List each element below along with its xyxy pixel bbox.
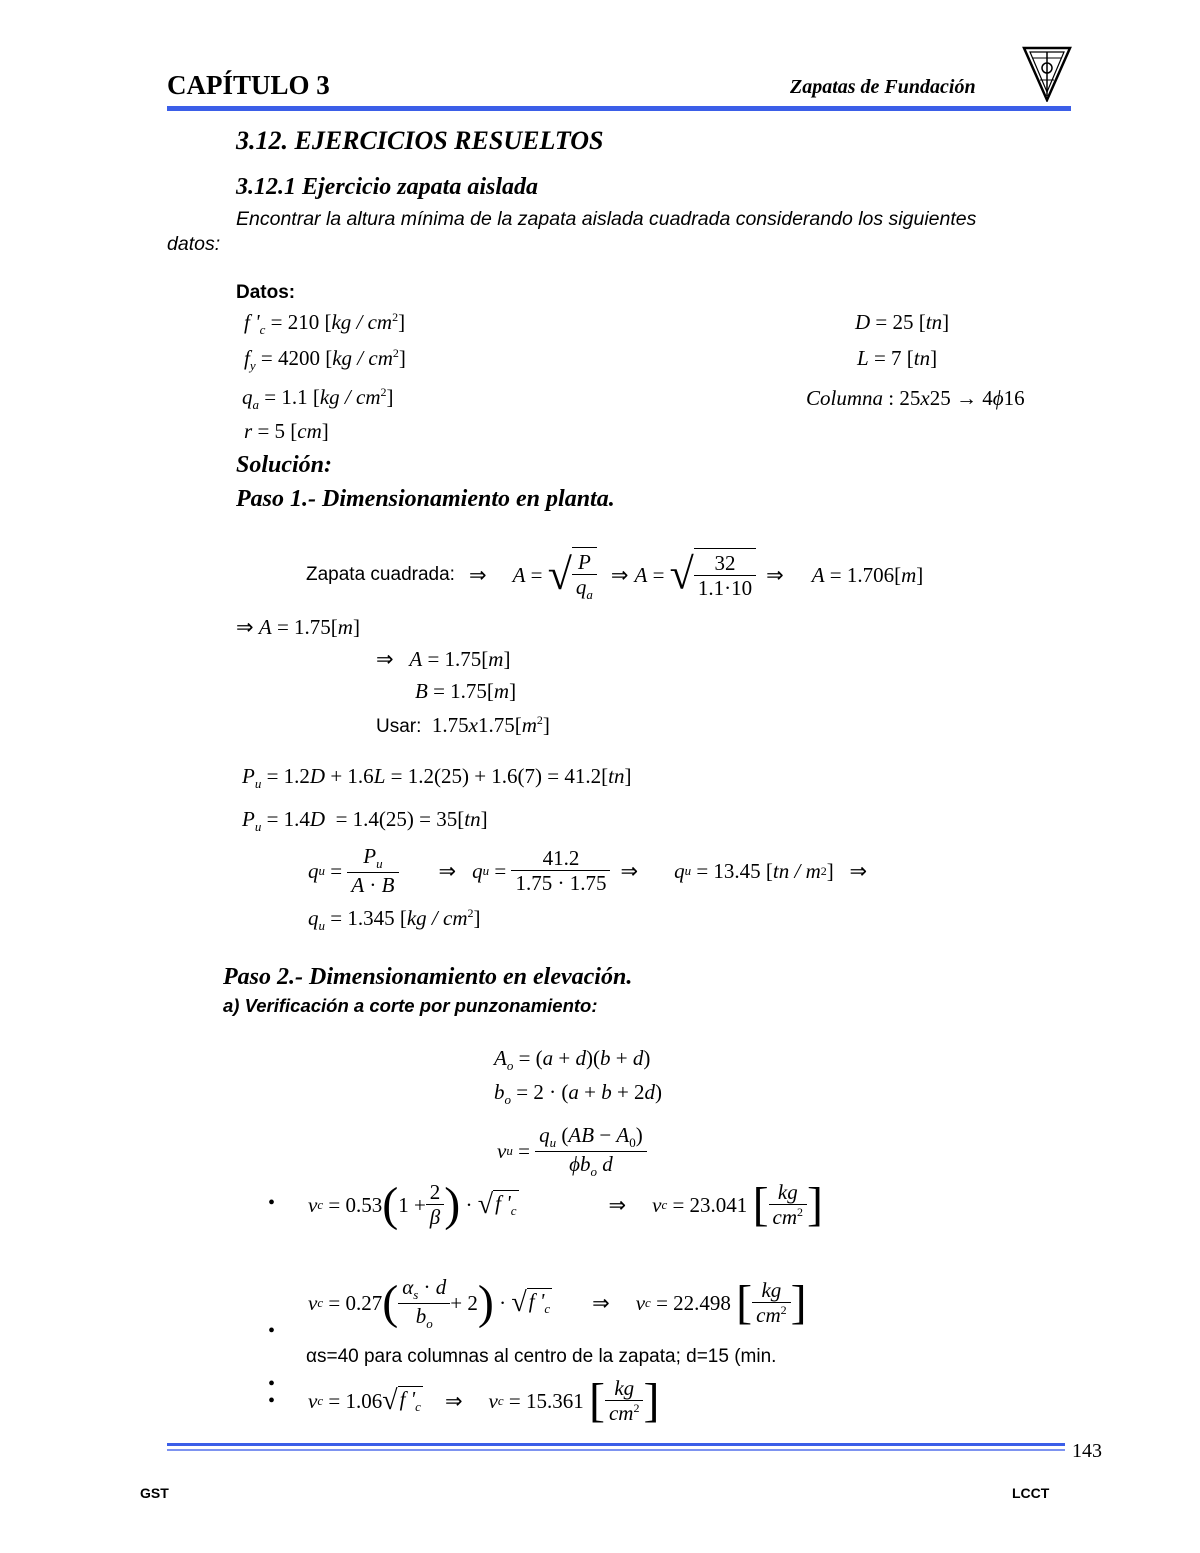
qu-equation-2: $q_u = 1.345$ $[kg / cm^2]$ xyxy=(308,906,481,934)
subsection-heading: 3.12.1 Ejercicio zapata aislada xyxy=(236,174,538,200)
footer-left: GST xyxy=(140,1485,169,1501)
dato-L: L = 7 [tn] xyxy=(857,346,938,370)
bo-equation: $b_o = 2 \cdot (a + b + 2d)$ xyxy=(494,1080,663,1108)
paso2a-heading: a) Verificación a corte por punzonamiento: xyxy=(223,995,598,1016)
dato-qa: $q_a = 1.1$ $[kg / cm^2]$ xyxy=(242,385,394,413)
datos-label: Datos: xyxy=(236,282,296,303)
chapter-title: CAPÍTULO 3 xyxy=(167,70,330,100)
footer-rule-top xyxy=(167,1443,1065,1446)
intro-text-cont: datos: xyxy=(167,233,221,255)
section-title: Zapatas de Fundación xyxy=(790,76,976,98)
header-rule xyxy=(167,106,1071,111)
dato-columna: Columna : 25x25 → 4ϕ16 xyxy=(806,386,1025,410)
solucion-heading: Solución: xyxy=(236,452,333,478)
dato-fy: $f_y = 4200$ $[kg / cm^2]$ xyxy=(244,346,406,374)
dimension-B: B = 1.75[m] xyxy=(415,679,517,703)
bullet-2: • xyxy=(268,1320,276,1342)
vc-equation-1: v c = 0.53 ( 1 + $\frac{2}{\beta}$ ) · √f '$_c$ ⇒ v c = 23.041 [ $\frac{kg}{cm^2}$ ] xyxy=(308,1178,824,1231)
intro-text: Encontrar la altura mínima de la zapata aislada cuadrada considerando los siguientes xyxy=(236,208,977,230)
paso1-heading: Paso 1.- Dimensionamiento en planta. xyxy=(236,486,615,512)
footer-right: LCCT xyxy=(1012,1485,1050,1501)
area-equation: Zapata cuadrada: ⇒ A = √ $\frac{P}{q_a}$ ⇒ A = √ $\frac{32}{1.1\cdot 10}$ ⇒ A = 1.706[ m ] xyxy=(306,540,923,610)
bullet-1: • xyxy=(268,1192,276,1214)
pu-equation-2: $P_u = 1.4D = 1.4(25) = 35[tn]$ xyxy=(242,807,488,835)
vc-equation-2: v c = 0.27 ( $\frac{\alpha_s \cdot d}{b_o}$ + 2 ) · √f '$_c$ ⇒ v c = 22.498 [ $\frac{kg}{cm^2}$ ] xyxy=(308,1274,807,1331)
area-result: ⇒ A = 1.75[m] xyxy=(236,615,360,639)
ao-equation: $A_o = (a + d)(b + d)$ xyxy=(494,1046,651,1074)
alpha-note: αs=40 para columnas al centro de la zapata; d=15 (min. xyxy=(306,1346,777,1367)
footer-rule-bottom xyxy=(167,1449,1065,1451)
bullet-3: • xyxy=(268,1373,276,1395)
dato-fc: f '$_c = 210$ $[kg / cm^2]$ xyxy=(244,310,406,338)
page-number: 143 xyxy=(1072,1440,1102,1462)
pu-equation-1: $P_u = 1.2D + 1.6L = 1.2(25) + 1.6(7) = 41.2[tn]$ xyxy=(242,764,632,792)
triangle-compass-logo-icon xyxy=(1022,46,1072,102)
dato-r: r = 5 [cm] xyxy=(244,419,329,443)
paso2-heading: Paso 2.- Dimensionamiento en elevación. xyxy=(223,964,633,990)
vc-equation-3: v c = 1.06 √f '$_c$ ⇒ v c = 15.361 [ $\frac{kg}{cm^2}$ ] xyxy=(308,1374,660,1427)
section-heading: 3.12. EJERCICIOS RESUELTOS xyxy=(236,126,604,155)
vu-equation: v u = $\frac{q_u (AB - A_0)}{\phi b_o d}$ xyxy=(497,1120,647,1182)
qu-equation: q u = $\frac{P_u}{A \cdot B}$ ⇒ q u = $\frac{41.2}{1.75 \cdot 1.75}$ ⇒ q u = 13.45 [ tn / m 2 ] ⇒ xyxy=(308,843,868,897)
dimension-A: ⇒ A = 1.75[m] xyxy=(376,647,511,671)
usar-line: Usar: $1.75x1.75[m^2]$ xyxy=(376,713,550,737)
dato-D: D = 25 [tn] xyxy=(855,310,950,334)
bullet-4: • xyxy=(268,1390,276,1412)
